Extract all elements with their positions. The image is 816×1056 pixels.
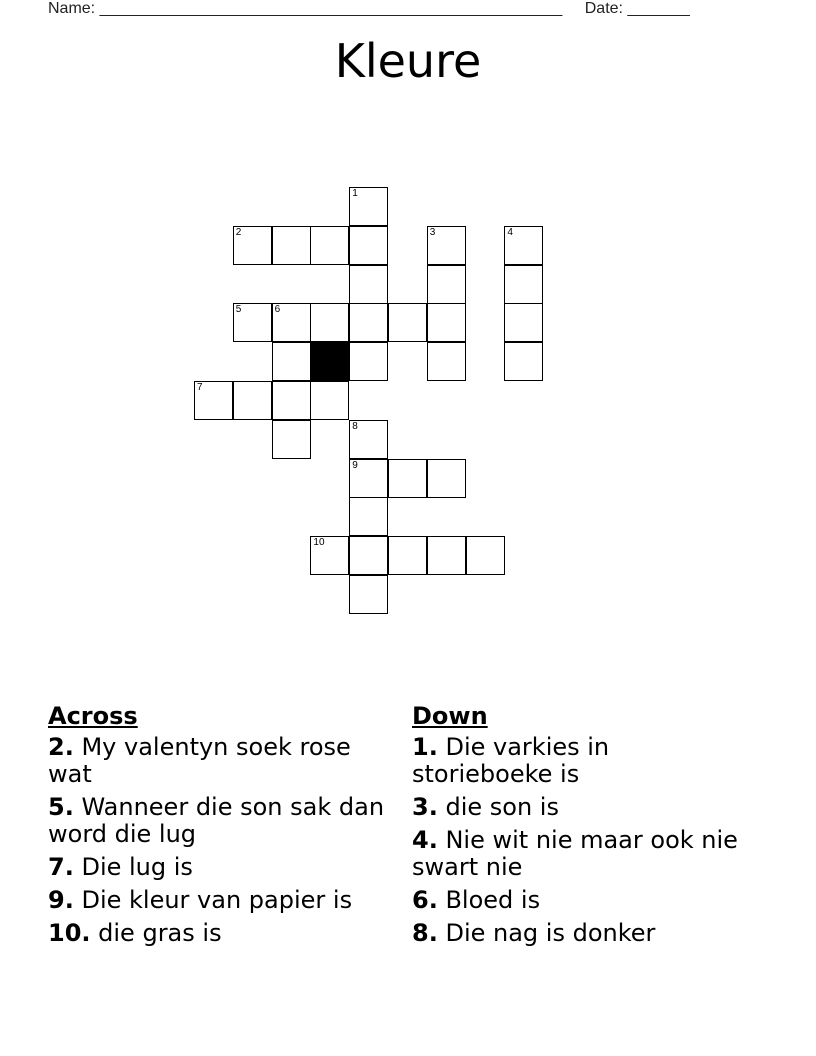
grid-cell[interactable] xyxy=(310,303,349,342)
across-heading: Across xyxy=(48,702,138,730)
grid-cell[interactable] xyxy=(349,342,388,381)
grid-cell[interactable] xyxy=(194,381,233,420)
down-clue xyxy=(412,887,742,914)
across-clues xyxy=(48,702,388,953)
grid-cell[interactable] xyxy=(349,303,388,342)
grid-cell[interactable] xyxy=(427,342,466,381)
grid-cell[interactable] xyxy=(504,342,543,381)
across-clue xyxy=(48,920,388,947)
down-clues xyxy=(412,702,742,953)
clue-number: 7. xyxy=(48,853,74,881)
name-field[interactable]: Name: ____________________________________________________ xyxy=(48,0,563,17)
grid-cell[interactable] xyxy=(310,381,349,420)
grid-cell[interactable] xyxy=(504,303,543,342)
cell-number: 5 xyxy=(235,304,242,316)
clue-number: 8. xyxy=(412,919,438,947)
grid-cell[interactable] xyxy=(349,575,388,614)
grid-cell[interactable] xyxy=(427,303,466,342)
cell-number: 1 xyxy=(352,188,358,199)
grid-cell[interactable] xyxy=(272,420,311,459)
grid-cell[interactable] xyxy=(349,536,388,575)
clue-text: Die lug is xyxy=(81,853,193,881)
down-clue xyxy=(412,827,742,881)
grid-cell[interactable] xyxy=(427,459,466,498)
grid-cell[interactable] xyxy=(504,265,543,304)
grid-cell[interactable] xyxy=(427,536,466,575)
down-clue xyxy=(412,734,742,788)
grid-cell[interactable] xyxy=(233,303,272,342)
down-clue-list xyxy=(412,734,742,947)
grid-cell[interactable] xyxy=(310,226,349,265)
date-field[interactable]: Date: _______ xyxy=(584,0,690,17)
grid-cell[interactable] xyxy=(349,459,388,498)
clue-text: die gras is xyxy=(98,919,222,947)
clue-number: 4. xyxy=(412,826,438,854)
cell-number: 10 xyxy=(313,537,325,549)
grid-cell[interactable] xyxy=(349,420,388,459)
clue-number: 5. xyxy=(48,793,74,821)
page-title: Kleure xyxy=(334,34,482,88)
clue-text: Wanneer die son sak dan word die lug xyxy=(48,793,385,848)
clue-text: Nie wit nie maar ook nie swart nie xyxy=(412,826,738,881)
down-clue xyxy=(412,794,742,821)
clue-text: die son is xyxy=(445,793,559,821)
grid-cell[interactable] xyxy=(272,226,311,265)
down-clue xyxy=(412,920,742,947)
grid-cell[interactable] xyxy=(388,459,427,498)
cell-number: 4 xyxy=(507,226,513,238)
clue-text: My valentyn soek rose wat xyxy=(48,733,351,788)
cell-number: 9 xyxy=(352,459,358,471)
clue-number: 6. xyxy=(412,886,438,914)
grid-cell[interactable] xyxy=(349,226,388,265)
across-clue-list xyxy=(48,734,388,947)
clue-number: 10. xyxy=(48,919,91,947)
clue-text: Die kleur van papier is xyxy=(81,886,353,914)
clue-text: Die varkies in storieboeke is xyxy=(412,733,610,788)
cell-number: 8 xyxy=(352,420,358,432)
grid-cell[interactable] xyxy=(427,265,466,304)
grid-cell[interactable] xyxy=(388,303,427,342)
grid-cell[interactable] xyxy=(233,381,272,420)
cell-number: 7 xyxy=(197,382,203,393)
clue-text: Die nag is donker xyxy=(445,919,656,947)
grid-cell[interactable] xyxy=(349,265,388,304)
grid-cell[interactable] xyxy=(272,381,311,420)
grid-cell[interactable] xyxy=(388,536,427,575)
grid-cell[interactable] xyxy=(349,187,388,226)
across-clue xyxy=(48,887,388,914)
cell-number: 6 xyxy=(274,304,281,316)
grid-cell[interactable] xyxy=(427,226,466,265)
grid-cell[interactable] xyxy=(310,536,349,575)
grid-cell[interactable] xyxy=(272,303,311,342)
black-cell xyxy=(310,342,349,381)
across-clue xyxy=(48,794,388,848)
grid-cell[interactable] xyxy=(466,536,505,575)
across-clue xyxy=(48,854,388,881)
grid-cell[interactable] xyxy=(233,226,272,265)
cell-number: 2 xyxy=(235,226,242,238)
grid-cell[interactable] xyxy=(349,497,388,536)
clue-text: Bloed is xyxy=(445,886,541,914)
down-heading: Down xyxy=(412,702,488,730)
clue-number: 2. xyxy=(48,733,74,761)
cell-number: 3 xyxy=(429,226,436,238)
across-clue xyxy=(48,734,388,788)
grid-cell[interactable] xyxy=(504,226,543,265)
clue-number: 9. xyxy=(48,886,74,914)
clue-number: 1. xyxy=(412,733,438,761)
clue-number: 3. xyxy=(412,793,438,821)
grid-cell[interactable] xyxy=(272,342,311,381)
